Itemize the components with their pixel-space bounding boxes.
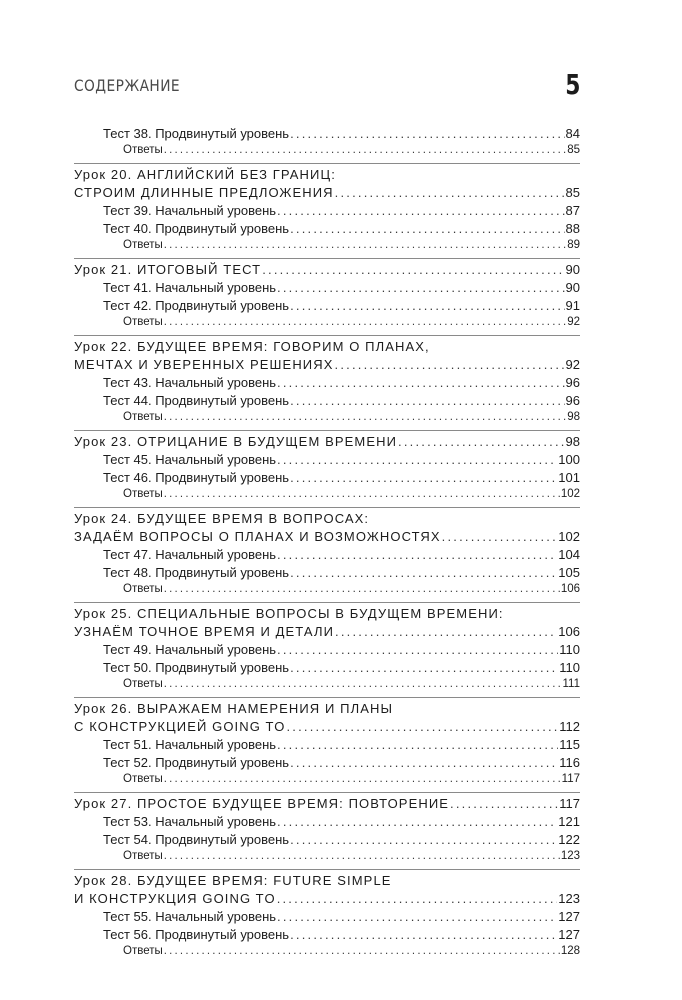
toc-test-entry[interactable] [74,642,580,660]
table-of-contents [74,126,580,967]
toc-entry-title: Урок 24. БУДУЩЕЕ ВРЕМЯ В ВОПРОСАХ: [74,511,370,526]
dot-leader [290,565,557,580]
toc-answers-entry[interactable] [74,945,580,963]
dot-leader [335,185,565,200]
toc-entry-title: Тест 47. Начальный уровень [103,547,277,562]
page-number: 5 [564,68,580,101]
toc-page-number: 89 [567,239,580,251]
dot-leader [164,678,562,690]
toc-page-number: 104 [558,547,580,562]
dot-leader [277,280,564,295]
toc-page-number: 85 [565,185,580,200]
toc-lesson-block [74,796,580,870]
toc-entry-title: Тест 46. Продвинутый уровень [103,470,290,485]
toc-answers-entry[interactable] [74,316,580,334]
toc-test-entry[interactable] [74,203,580,221]
dot-leader [164,945,560,957]
toc-test-entry[interactable] [74,452,580,470]
toc-page-number: 110 [559,660,580,675]
toc-answers-entry[interactable] [74,488,580,506]
dot-leader [277,814,557,829]
toc-page-number: 101 [558,470,580,485]
toc-lesson-block [74,701,580,793]
dot-leader [277,375,564,390]
dot-leader [335,624,557,639]
toc-test-entry[interactable] [74,375,580,393]
toc-lesson-block [74,434,580,508]
toc-entry-title: Тест 56. Продвинутый уровень [103,927,290,942]
toc-page-number: 102 [560,488,580,500]
dot-leader [290,832,557,847]
toc-page-number: 100 [558,452,580,467]
dot-leader [277,452,557,467]
toc-entry-title: МЕЧТАХ И УВЕРЕННЫХ РЕШЕНИЯХ [74,357,334,372]
toc-entry-title: Урок 22. БУДУЩЕЕ ВРЕМЯ: ГОВОРИМ О ПЛАНАХ, [74,339,430,354]
dot-leader [290,927,557,942]
dot-leader [290,298,564,313]
dot-leader [164,239,566,251]
toc-entry-title: Тест 55. Начальный уровень [103,909,277,924]
toc-lesson-heading-continuation[interactable] [74,891,580,909]
toc-entry-title: С КОНСТРУКЦИЕЙ GOING TO [74,719,286,734]
toc-page-number: 102 [558,529,580,544]
toc-page-number: 96 [565,375,580,390]
toc-entry-title: Тест 49. Начальный уровень [103,642,277,657]
toc-page-number: 115 [559,737,580,752]
toc-lesson-heading-continuation[interactable] [74,719,580,737]
dot-leader [442,529,558,544]
dot-leader [164,773,561,785]
toc-page-number: 123 [558,891,580,906]
toc-page-number: 91 [565,298,580,313]
toc-entry-title: Ответы [123,678,163,690]
dot-leader [290,126,564,141]
toc-entry-title: Тест 53. Начальный уровень [103,814,277,829]
toc-entry-title: Тест 48. Продвинутый уровень [103,565,290,580]
toc-page-number: 90 [565,262,580,277]
toc-lesson-block [74,606,580,698]
toc-page-number: 98 [565,434,580,449]
toc-lesson-heading[interactable] [74,796,580,814]
toc-lesson-heading-continuation[interactable] [74,529,580,547]
toc-page-number: 121 [558,814,580,829]
section-title: СОДЕРЖАНИЕ [74,76,181,95]
toc-page-number: 106 [560,583,580,595]
toc-answers-entry[interactable] [74,850,580,868]
dot-leader [290,470,557,485]
toc-test-entry[interactable] [74,927,580,945]
toc-entry-title: Тест 45. Начальный уровень [103,452,277,467]
dot-leader [164,316,566,328]
toc-test-entry[interactable] [74,832,580,850]
toc-page-number: 98 [567,411,580,423]
toc-lesson-block [74,167,580,259]
toc-lesson-heading[interactable] [74,262,580,280]
toc-answers-entry[interactable] [74,773,580,791]
dot-leader [277,737,558,752]
toc-lesson-block [74,262,580,336]
toc-entry-title: Ответы [123,316,163,328]
dot-leader [277,909,557,924]
dot-leader [164,850,560,862]
toc-entry-title: Тест 44. Продвинутый уровень [103,393,290,408]
toc-answers-entry[interactable] [74,239,580,257]
toc-entry-title: Ответы [123,773,163,785]
dot-leader [290,393,564,408]
toc-test-entry[interactable] [74,737,580,755]
toc-page-number: 117 [559,796,580,811]
toc-page-number: 127 [558,909,580,924]
toc-test-entry[interactable] [74,547,580,565]
toc-page-number: 90 [565,280,580,295]
toc-lesson-heading[interactable] [74,701,580,719]
toc-page-number: 88 [565,221,580,236]
toc-test-entry[interactable] [74,755,580,773]
dot-leader [277,642,558,657]
toc-lesson-heading-continuation[interactable] [74,185,580,203]
dot-leader [262,262,564,277]
toc-entry-title: И КОНСТРУКЦИЯ GOING TO [74,891,276,906]
toc-lesson-heading-continuation[interactable] [74,624,580,642]
toc-lesson-heading[interactable] [74,606,580,624]
toc-entry-title: СТРОИМ ДЛИННЫЕ ПРЕДЛОЖЕНИЯ [74,185,334,200]
toc-lesson-heading[interactable] [74,167,580,185]
toc-page-number: 110 [559,642,580,657]
toc-entry-title: Урок 28. БУДУЩЕЕ ВРЕМЯ: FUTURE SIMPLE [74,873,392,888]
dot-leader [290,660,558,675]
toc-entry-title: Ответы [123,144,163,156]
toc-entry-title: Тест 39. Начальный уровень [103,203,277,218]
toc-page-number: 117 [561,773,580,785]
toc-test-entry[interactable] [74,814,580,832]
toc-entry-title: Урок 25. СПЕЦИАЛЬНЫЕ ВОПРОСЫ В БУДУЩЕМ ВРЕМЕНИ: [74,606,504,621]
toc-page-number: 116 [559,755,580,770]
toc-page-number: 112 [559,719,580,734]
toc-entry-title: Ответы [123,239,163,251]
toc-page-number: 84 [565,126,580,141]
toc-test-entry[interactable] [74,565,580,583]
toc-page-number: 128 [560,945,580,957]
toc-entry-title: Ответы [123,488,163,500]
toc-test-entry[interactable] [74,280,580,298]
toc-test-entry[interactable] [74,126,580,144]
dot-leader [164,488,560,500]
toc-entry-title: Тест 50. Продвинутый уровень [103,660,290,675]
toc-entry-title: Тест 40. Продвинутый уровень [103,221,290,236]
toc-test-entry[interactable] [74,660,580,678]
toc-lesson-block [74,511,580,603]
toc-lesson-block [74,126,580,164]
dot-leader [286,719,558,734]
toc-entry-title: Тест 43. Начальный уровень [103,375,277,390]
dot-leader [335,357,565,372]
toc-entry-title: Тест 41. Начальный уровень [103,280,277,295]
toc-entry-title: Ответы [123,411,163,423]
dot-leader [164,144,566,156]
toc-answers-entry[interactable] [74,678,580,696]
toc-entry-title: Ответы [123,850,163,862]
toc-lesson-heading[interactable] [74,434,580,452]
toc-page-number: 85 [567,144,580,156]
toc-test-entry[interactable] [74,909,580,927]
toc-page-number: 123 [560,850,580,862]
toc-entry-title: УЗНАЁМ ТОЧНОЕ ВРЕМЯ И ДЕТАЛИ [74,624,335,639]
toc-test-entry[interactable] [74,470,580,488]
toc-page-number: 111 [562,678,580,690]
page-header [74,70,580,106]
toc-lesson-heading[interactable] [74,339,580,357]
toc-lesson-block [74,873,580,964]
toc-entry-title: Урок 23. ОТРИЦАНИЕ В БУДУЩЕМ ВРЕМЕНИ [74,434,398,449]
dot-leader [277,547,557,562]
toc-test-entry[interactable] [74,298,580,316]
dot-leader [277,203,564,218]
toc-answers-entry[interactable] [74,583,580,601]
toc-entry-title: Ответы [123,945,163,957]
dot-leader [450,796,558,811]
toc-page-number: 106 [558,624,580,639]
toc-entry-title: Ответы [123,583,163,595]
toc-entry-title: Урок 21. ИТОГОВЫЙ ТЕСТ [74,262,262,277]
toc-test-entry[interactable] [74,221,580,239]
toc-answers-entry[interactable] [74,144,580,162]
toc-entry-title: Урок 20. АНГЛИЙСКИЙ БЕЗ ГРАНИЦ: [74,167,336,182]
toc-page-number: 96 [565,393,580,408]
dot-leader [277,891,558,906]
toc-entry-title: ЗАДАЁМ ВОПРОСЫ О ПЛАНАХ И ВОЗМОЖНОСТЯХ [74,529,441,544]
toc-lesson-heading[interactable] [74,873,580,891]
toc-lesson-heading-continuation[interactable] [74,357,580,375]
toc-answers-entry[interactable] [74,411,580,429]
toc-entry-title: Тест 51. Начальный уровень [103,737,277,752]
toc-page-number: 105 [558,565,580,580]
dot-leader [290,221,564,236]
toc-page-number: 122 [558,832,580,847]
dot-leader [164,583,560,595]
toc-entry-title: Тест 54. Продвинутый уровень [103,832,290,847]
toc-page-number: 127 [558,927,580,942]
toc-entry-title: Урок 27. ПРОСТОЕ БУДУЩЕЕ ВРЕМЯ: ПОВТОРЕНИЕ [74,796,450,811]
toc-test-entry[interactable] [74,393,580,411]
toc-entry-title: Тест 42. Продвинутый уровень [103,298,290,313]
toc-page-number: 92 [567,316,580,328]
dot-leader [164,411,566,423]
toc-entry-title: Тест 38. Продвинутый уровень [103,126,290,141]
toc-lesson-heading[interactable] [74,511,580,529]
dot-leader [398,434,565,449]
toc-entry-title: Урок 26. ВЫРАЖАЕМ НАМЕРЕНИЯ И ПЛАНЫ [74,701,394,716]
toc-page-number: 87 [565,203,580,218]
toc-entry-title: Тест 52. Продвинутый уровень [103,755,290,770]
dot-leader [290,755,558,770]
toc-page-number: 92 [565,357,580,372]
toc-lesson-block [74,339,580,431]
